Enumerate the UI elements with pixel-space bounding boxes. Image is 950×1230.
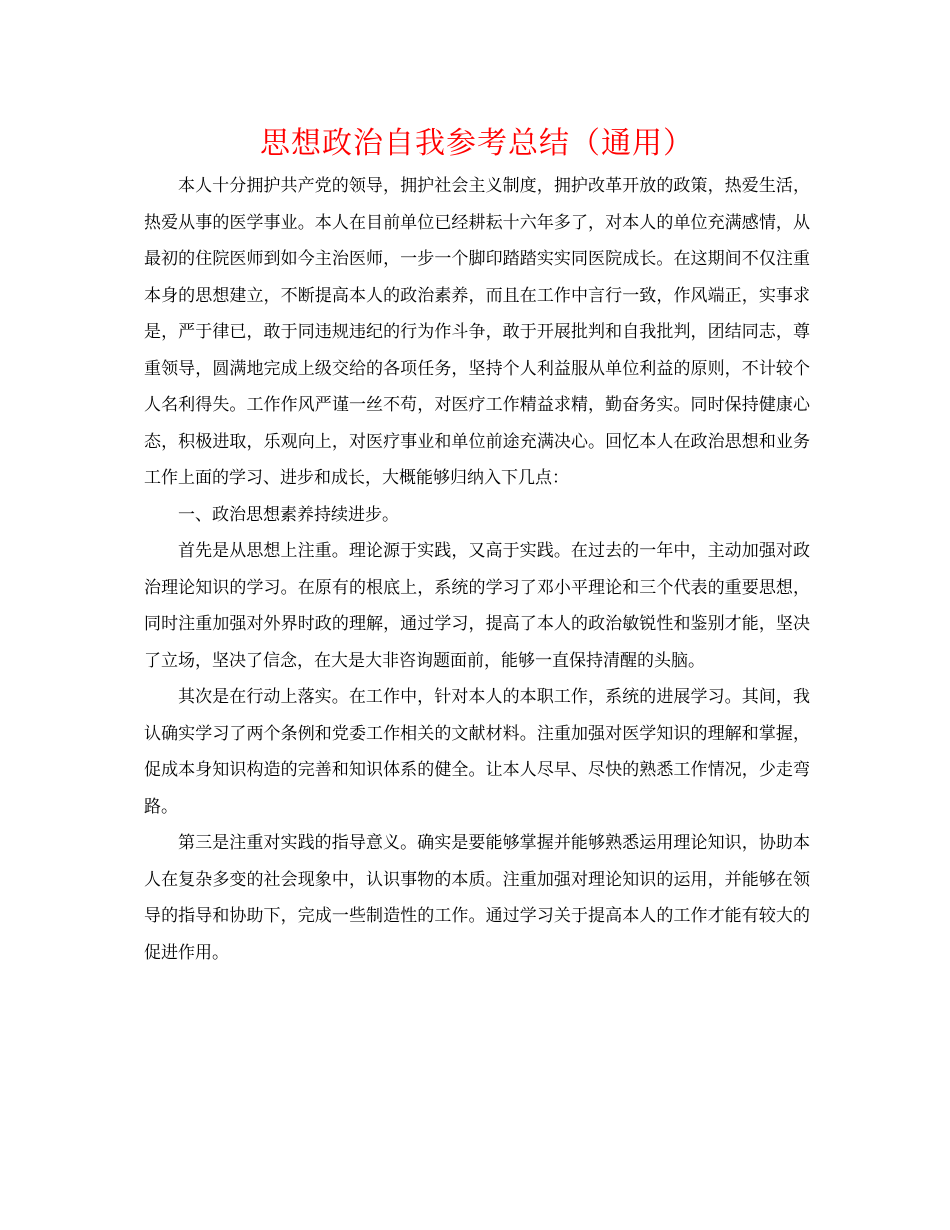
paragraph-first-point: 首先是从思想上注重。理论源于实践，又高于实践。在过去的一年中，主动加强对政治理论知识的学习。在原有的根底上，系统的学习了邓小平理论和三个代表的重要思想，同时注重加强对外界时政的理解，通过学习，提高了本人的政治敏锐性和鉴别才能，坚决了立场，坚决了信念，在大是大非咨询题面前，能够一直保持清醒的头脑。: [144, 541, 810, 671]
document-title: 思想政治自我参考总结（通用）: [260, 126, 694, 161]
paragraph-third-point: 第三是注重对实践的指导意义。确实是要能够掌握并能够熟悉运用理论知识，协助本人在复杂多变的社会现象中，认识事物的本质。注重加强对理论知识的运用，并能够在领导的指导和协助下，完成一些制造性的工作。通过学习关于提高本人的工作才能有较大的促进作用。: [144, 833, 810, 963]
paragraph-second-point: 其次是在行动上落实。在工作中，针对本人的本职工作，系统的进展学习。其间，我认确实学习了两个条例和党委工作相关的文献材料。注重加强对医学知识的理解和掌握，促成本身知识构造的完善和知识体系的健全。让本人尽早、尽快的熟悉工作情况，少走弯路。: [144, 687, 810, 817]
document-page: [144, 120, 810, 971]
paragraph-intro: 本人十分拥护共产党的领导，拥护社会主义制度，拥护改革开放的政策，热爱生活，热爱从事的医学事业。本人在目前单位已经耕耘十六年多了，对本人的单位充满感情，从最初的住院医师到如今主治医师，一步一个脚印踏踏实实同医院成长。在这期间不仅注重本身的思想建立，不断提高本人的政治素养，而且在工作中言行一致，作风端正，实事求是，严于律已，敢于同违规违纪的行为作斗争，敢于开展批判和自我批判，团结同志，尊重领导，圆满地完成上级交给的各项任务，坚持个人利益服从单位利益的原则，不计较个人名利得失。工作作风严谨一丝不苟，对医疗工作精益求精，勤奋务实。同时保持健康心态，积极进取，乐观向上，对医疗事业和单位前途充满决心。回忆本人在政治思想和业务工作上面的学习、进步和成长，大概能够归纳入下几点：: [144, 176, 810, 488]
paragraph-section-heading: 一、政治思想素养持续进步。: [178, 504, 399, 525]
